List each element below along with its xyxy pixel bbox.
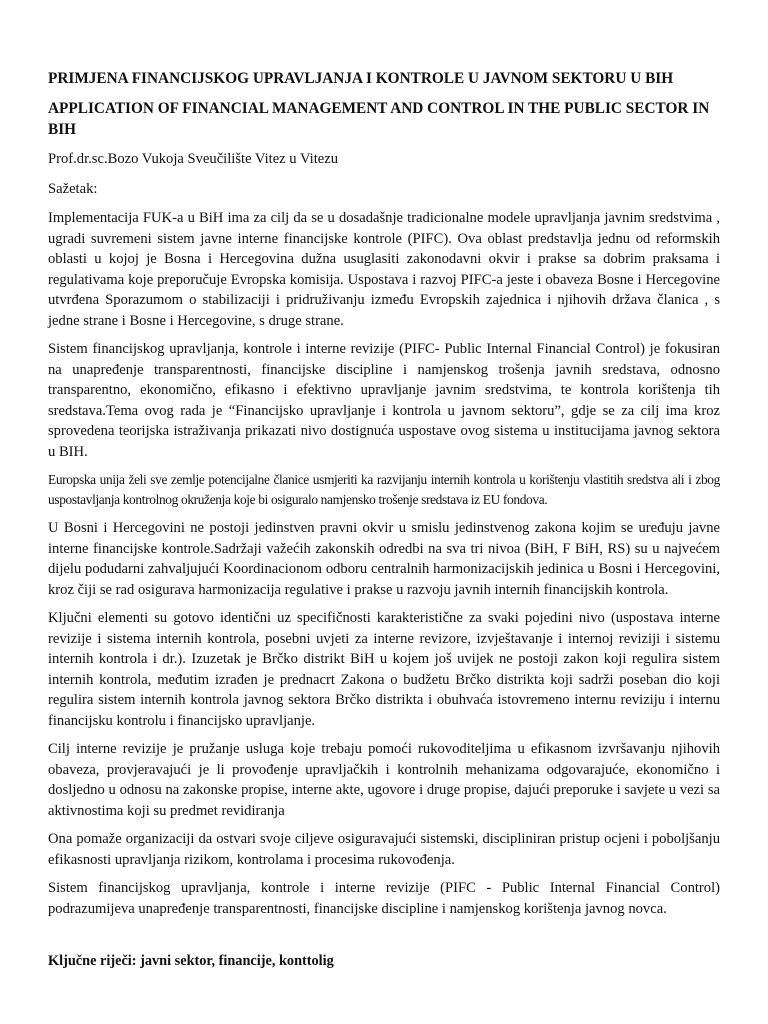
summary-label: Sažetak: xyxy=(48,180,98,197)
paragraph-2: Sistem financijskog upravljanja, kontrole i interne revizije (PIFC- Public Internal Financial Control) je fokusiran na unapređenje transparentnosti, financijske discipline i namjenskog trošenja javnih sredstava, odnosno transparentno, ekonomično, efikasno i efektivno upravljanje javnim sredstvima, te kontrola korištenja tih sredstava.Tema ovog rada je “Financijsko upravljanje i kontrola u javnom sektoru”, gdje se za cilj ima kroz sprovedena teorijska istraživanja prikazati nivo dostignuća uspostave ovog sistema u institucijama javnog sektora u BIH. xyxy=(48,341,720,460)
paragraph-6: Cilj interne revizije je pružanje usluga koje trebaju pomoći rukovoditeljima u efikasnom izvršavanju njihovih obaveza, provjeravajući je li provođenje upravljačkih i kontrolnih mehanizama odgovarajuće, ekonomično i dosljedno u odnosu na zakonske propise, interne akte, ugovore i druge propise, dajući preporuke i savjete u vezi sa aktivnostima koji su predmet revidiranja xyxy=(48,741,720,819)
title-bosnian: PRIMJENA FINANCIJSKOG UPRAVLJANJA I KONTROLE U JAVNOM SEKTORU U BIH xyxy=(48,70,674,87)
paragraph-1: Implementacija FUK-a u BiH ima za cilj da se u dosadašnje tradicionalne modele upravljanja javnim sredstvima , ugradi suvremeni sistem javne interne financijske kontrole (PIFC). Ova oblast predstavlja jednu od reformskih oblasti u kojoj je Bosna i Hercegovina dužna usuglasiti zakonodavni okvir i prakse sa dobrim praksama i regulativama koje preporučuje Evropska komisija. Uspostava i razvoj PIFC-a jeste i obaveza Bosne i Hercegovine utvrđena Sporazumom o stabilizaciji i pridruživanju između Evropskih zajednica i njihovih država članica , s jedne strane i Bosne i Hercegovine, s druge strane. xyxy=(48,210,720,329)
paragraph-5: Ključni elementi su gotovo identični uz specifičnosti karakteristične za svaki pojedini nivo (uspostava interne revizije i sistema internih kontrola, posebni uvjeti za interne revizore, izvještavanje i internoj reviziji i sistemu internih kontrola i dr.). Izuzetak je Brčko distrikt BiH u kojem još uvijek ne postoji zakon koji regulira sistem internih kontrola, međutim izrađen je prednacrt Zakona o budžetu Brčko distrikta koji sadrži poseban dio koji regulira sistem internih kontrola javnog sektora Brčko distrikta i obuhvaća istovremeno internu reviziju i internu financijsku kontrolu i financijsko upravljanje. xyxy=(48,610,720,729)
author-line: Prof.dr.sc.Bozo Vukoja Sveučilište Vitez u Vitezu xyxy=(48,151,339,167)
paragraph-4: U Bosni i Hercegovini ne postoji jedinstven pravni okvir u smislu jedinstvenog zakona kojim se uređuju javne interne financijske kontrole.Sadržaji važećih zakonskih odredbi na sva tri nivoa (BiH, F BiH, RS) su u najvećem dijelu podudarni zahvaljujući Koordinacionom odboru centralnih harmonizacijskih jedinica u Bosni i Hercegovini, kroz čiji se rad osigurava harmonizacija regulative i prakse u razvoju javnih internih financijskih kontrola. xyxy=(48,520,720,598)
paragraph-7: Ona pomaže organizaciji da ostvari svoje ciljeve osiguravajući sistemski, discipliniran pristup ocjeni i poboljšanju efikasnosti upravljanja rizikom, kontrolama i procesima rukovođenja. xyxy=(48,831,720,868)
keywords-line: Ključne riječi: javni sektor, financije, konttolig xyxy=(48,953,334,969)
paragraph-3: Europska unija želi sve zemlje potencijalne članice usmjeriti ka razvijanju internih kontrola u korištenju vlastitih sredstva ali i zbog uspostavljanja kontrolnog okruženja koje bi osiguralo namjensko trošenje sredstava iz EU fondova. xyxy=(48,472,720,507)
title-english: APPLICATION OF FINANCIAL MANAGEMENT AND CONTROL IN THE PUBLIC SECTOR IN BIH xyxy=(48,100,710,138)
paragraph-8: Sistem financijskog upravljanja, kontrole i interne revizije (PIFC - Public Internal Financial Control) podrazumijeva unapređenje transparentnosti, financijske discipline i namjenskog korištenja javnog novca. xyxy=(48,880,720,917)
